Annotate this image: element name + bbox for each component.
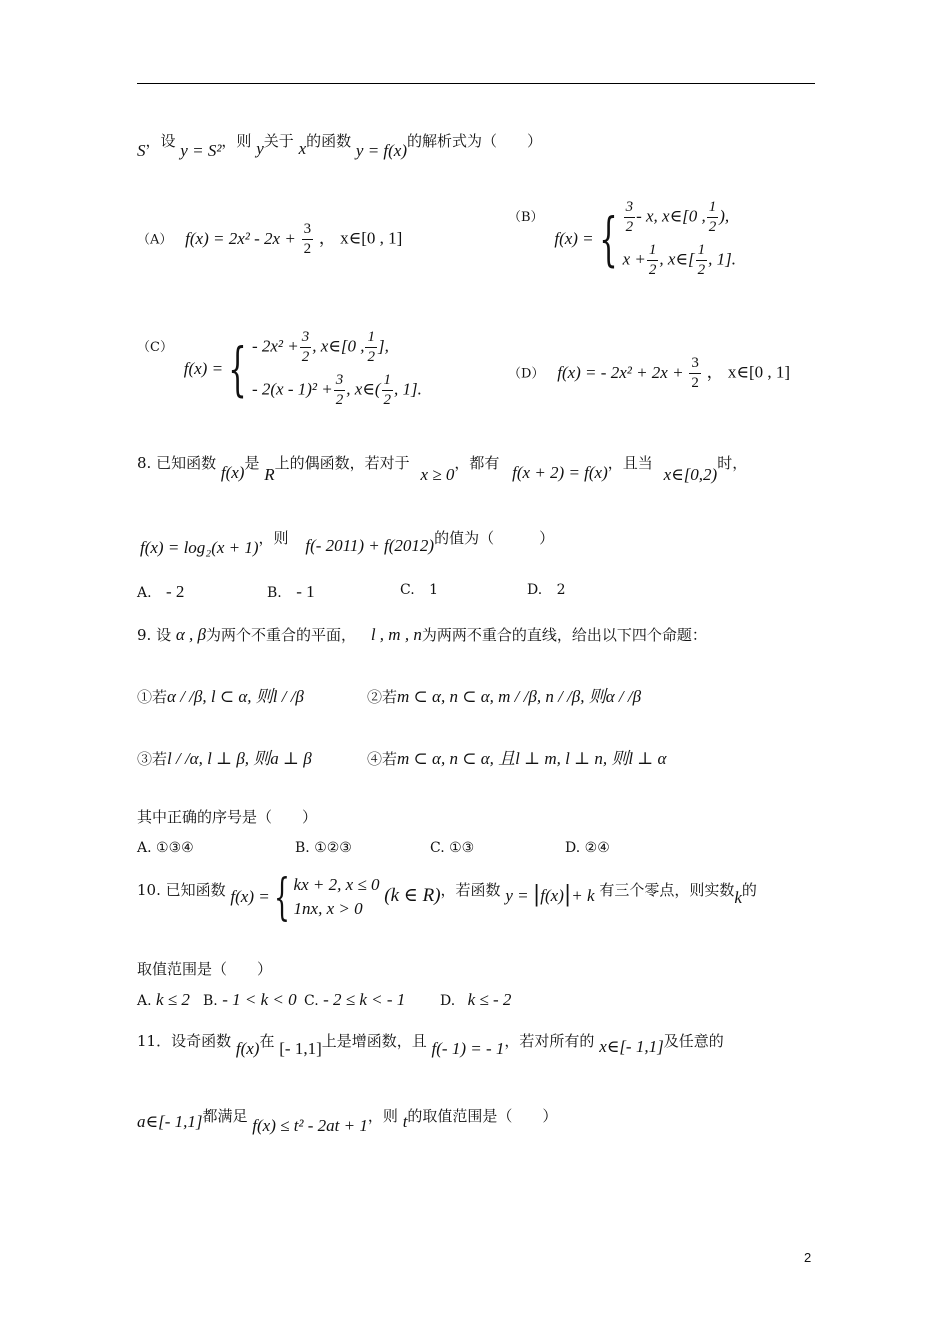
q9-question: 其中正确的序号是（ ） bbox=[137, 808, 318, 826]
q9-option-b: B. ①②③ bbox=[295, 840, 352, 856]
q10-line-1: 10. 已知函数 f(x) = { kx + 2, x ≤ 0 1nx, x > 0 (k ∈ R)，若函数 y = |f(x)|+ k 有三个零点，则实数k的 bbox=[137, 868, 757, 926]
q9-proposition-1: ①若α / /β, l ⊂ α, 则l / /β bbox=[137, 687, 304, 706]
q7-option-a: （A） f(x) = 2x² - 2x + $\frac{3}{2}$ ， x∈[0 , 1] bbox=[137, 221, 403, 257]
q10-option-a: A. k ≤ 2 bbox=[137, 990, 190, 1009]
math-y-eq-s2: y = S² bbox=[180, 141, 222, 160]
q9-line-1: 9. 设 α , β为两个不重合的平面， l , m , n为两两不重合的直线，给出以下四个命题： bbox=[137, 625, 707, 644]
q7-option-b: （B） f(x) = { $\frac{3}{2}$ - x, x∈[0 , $\frac{1}{2}$ ), x + $\frac{1}{2}$ , x∈[ $\frac{1}{2}$ , 1]. bbox=[508, 199, 736, 278]
q7-option-c: （C） f(x) = { - 2x² + $\frac{3}{2}$ , x∈[0 , $\frac{1}{2}$ ], - 2(x - 1)² + $\frac{3}{2}$ , x∈( $\frac{1}{2}$ , 1]. bbox=[137, 329, 422, 408]
q9-proposition-3: ③若l / /α, l ⊥ β, 则a ⊥ β bbox=[137, 749, 312, 768]
q7-option-d: （D） f(x) = - 2x² + 2x + $\frac{3}{2}$ ， x∈[0 , 1] bbox=[508, 355, 791, 391]
q9-proposition-4: ④若m ⊂ α, n ⊂ α, 且l ⊥ m, l ⊥ n, 则l ⊥ α bbox=[367, 749, 667, 768]
q10-line-2: 取值范围是（ ） bbox=[137, 960, 273, 978]
q10-option-c: C. - 2 ≤ k < - 1 bbox=[304, 990, 406, 1009]
q10-option-b: B. - 1 < k < 0 bbox=[203, 990, 297, 1009]
q11-line-1: 11．设奇函数 f(x)在 [- 1,1]上是增函数，且 f(- 1) = - 1，若对所有的 x∈[- 1,1]及任意的 bbox=[137, 1032, 724, 1058]
math-s: S bbox=[137, 141, 146, 160]
q9-proposition-2: ②若m ⊂ α, n ⊂ α, m / /β, n / /β, 则α / /β bbox=[367, 687, 642, 706]
header-rule bbox=[137, 83, 815, 84]
page-number: 2 bbox=[804, 1250, 812, 1265]
q8-line-1: 8. 已知函数 f(x)是 R上的偶函数，若对于 x ≥ 0，都有 f(x + 2) = f(x)，且当 x∈[0,2)时， bbox=[137, 454, 748, 484]
q9-option-c: C. ①③ bbox=[430, 840, 475, 856]
q8-line-2: f(x) = log₂(x + 1)，则 f(- 2011) + f(2012)的值为（ ） bbox=[140, 529, 555, 557]
q8-option-d: D. 2 bbox=[527, 582, 566, 598]
q8-option-b: B. - 1 bbox=[267, 582, 315, 601]
q9-option-d: D. ②④ bbox=[565, 840, 610, 856]
q10-option-d: D. k ≤ - 2 bbox=[440, 990, 512, 1009]
q8-option-a: A. - 2 bbox=[137, 582, 185, 601]
q8-option-c: C. 1 bbox=[400, 582, 439, 598]
q7-intro-line: S，设 y = S²，则 y关于 x的函数 y = f(x)的解析式为（ ） bbox=[137, 132, 543, 160]
q9-option-a: A. ①③④ bbox=[137, 840, 194, 856]
q11-line-2: a∈[- 1,1]都满足 f(x) ≤ t² - 2at + 1，则 t的取值范围是（ ） bbox=[137, 1107, 558, 1135]
